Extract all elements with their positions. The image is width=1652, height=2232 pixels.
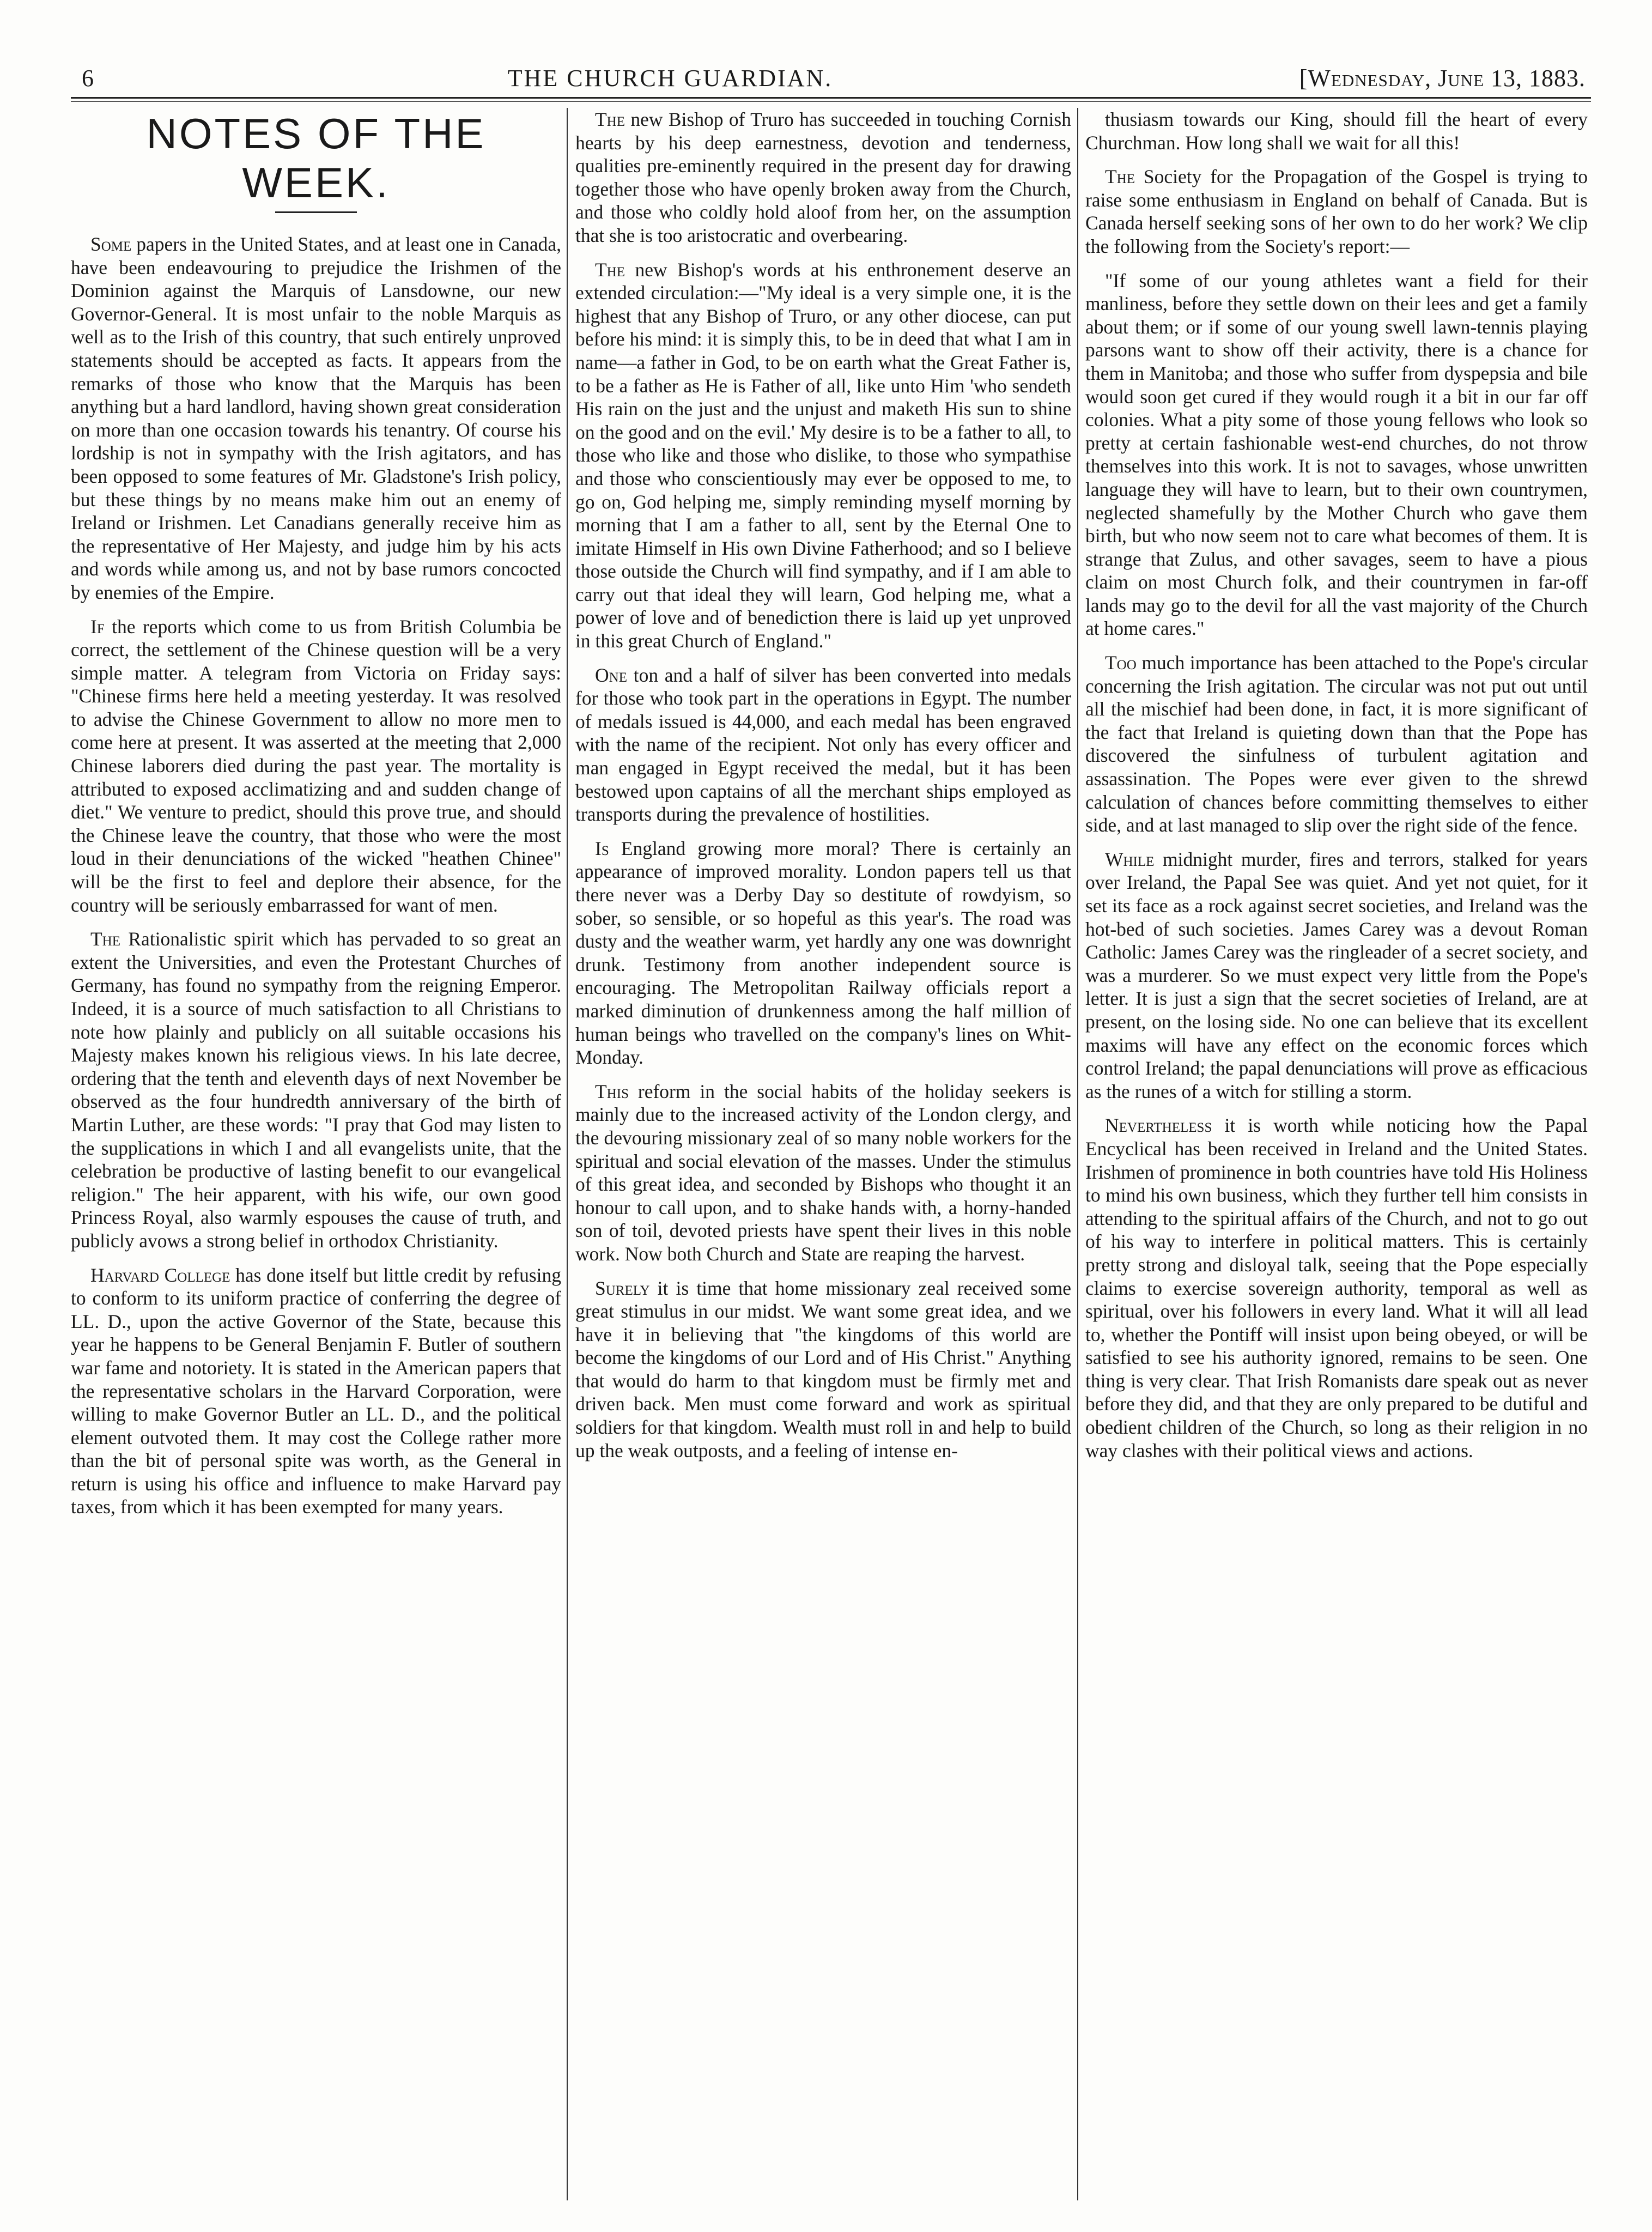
paragraph-text: new Bishop's words at his enthronement deserve an extended circulation:—"My ideal is a very simple one, it is the highest that any Bishop of Truro, or any other diocese, can put before his mind: it is simply this, to be in deed that what I am in name—a father in God, to be on earth what the Great Father is, to be a father as He is Father of all, like unto Him 'who sendeth His rain on the just and the unjust and maketh His sun to shine on the good and on the evil.' My desire is to be a father to all, to those who like and those who dislike, to those who sympathise and those who conscientiously may ever be opposed to me, to go on, God helping me, simply reminding myself morning by morning that I am a father to all, sent by the Eternal One to imitate Himself in His own Divine Fatherhood; and so I believe those outside the Church will find sympathy, and if I am able to carry out that ideal they will learn, God helping me, what a power of love and of benediction there is laid up yet unproved in this great Church of England."	[575, 258, 1071, 652]
paragraph-lead: Harvard College	[90, 1264, 230, 1286]
paragraph-text: thusiasm towards our King, should fill the heart of every Churchman. How long shall we wait for all this!	[1085, 108, 1588, 154]
article-paragraph	[1085, 651, 1588, 837]
paragraph-lead: The	[90, 928, 121, 950]
page-number: 6	[82, 65, 94, 92]
header-rule-thin	[71, 101, 1591, 102]
paragraph-lead: Surely	[595, 1277, 650, 1299]
paragraph-text: reform in the social habits of the holiday seekers is mainly due to the increased activity of the London clergy, and the devouring missionary zeal of so many noble workers for the spiritual and social elevation of the masses. Under the stimulus of this great idea, and seconded by Bishops who thought it an honour to call upon, and to shake hands with, a horny-handed son of toil, devoted priests have spent their lives in this noble work. Now both Church and State are reaping the harvest.	[575, 1080, 1071, 1265]
article-paragraph	[71, 233, 561, 604]
paragraph-lead: Some	[90, 233, 132, 255]
column-3	[1085, 108, 1588, 2206]
paragraph-text: has done itself but little credit by refusing to conform to its uniform practice of conferring the degree of LL. D., upon the active Governor of the State, because this year he happens to be General Benjamin F. Butler of southern war fame and notoriety. It is stated in the American papers that the representative scholars in the Harvard Corporation, were willing to make Governor Butler an LL. D., and the political element outvoted them. It may cost the College rather more than the bit of personal spite was worth, as the General in return is using his office and influence to make Harvard pay taxes, from which it has been exempted for many years.	[71, 1264, 561, 1518]
article-paragraph	[71, 1264, 561, 1519]
paragraph-lead: The	[1105, 166, 1135, 188]
paragraph-lead: If	[90, 615, 105, 638]
paragraph-text: Society for the Propagation of the Gospel is trying to raise some enthusiasm in England on behalf of Canada. But is Canada herself seeking sons of her own to do her work? We clip the following from the Society's report:—	[1085, 166, 1588, 257]
section-title: NOTES OF THE WEEK.	[146, 110, 486, 207]
article-paragraph	[575, 258, 1071, 653]
article-paragraph	[575, 837, 1071, 1069]
article-paragraph	[575, 108, 1071, 247]
column-divider	[1077, 108, 1078, 2200]
article-paragraph	[575, 1080, 1071, 1266]
header-rule	[71, 97, 1591, 99]
paragraph-text: much importance has been attached to the Pope's circular concerning the Irish agitation. The circular was not put out until all the mischief had been done, in fact, it is more significant of the fact that Ireland is quieting down than that the Pope has discovered the sinfulness of turbulent agitation and assassination. The Popes were ever given to the shrewd calculation of chances before committing themselves to either side, and at last managed to slip over the right side of the fence.	[1085, 652, 1588, 836]
article-paragraph	[1085, 848, 1588, 1103]
paragraph-lead: One	[595, 664, 627, 686]
paragraph-text: it is worth while noticing how the Papal Encyclical has been received in Ireland and the United States. Irishmen of prominence in both countries have told His Holiness to mind his own business, which they further tell him consists in attending to the spiritual affairs of the Church, and not to go out of his way to interfere in political matters. This is certainly pretty strong and disloyal talk, seeing that the Pope especially claims to exercise sovereign authority, temporal as well as spiritual, over his followers in every land. What it will all lead to, whether the Pontiff will insist upon being obeyed, or will be satisfied to see his authority ignored, remains to be seen. One thing is very clear. That Irish Romanists dare speak out as never before they did, and that they are only prepared to be dutiful and obedient children of the Church, so long as their religion in no way clashes with their political views and actions.	[1085, 1114, 1588, 1461]
paragraph-text: new Bishop of Truro has succeeded in touching Cornish hearts by his deep earnestness, devotion and tenderness, qualities pre-eminently required in the present day for drawing together those who have openly broken away from the Church, and those who coldly hold aloof from her, on the assumption that she is too aristocratic and overbearing.	[575, 108, 1071, 246]
article-paragraph	[1085, 108, 1588, 154]
article-paragraph	[575, 664, 1071, 826]
paragraph-text: ton and a half of silver has been converted into medals for those who took part in the operations in Egypt. The number of medals issued is 44,000, and each medal has been engraved with the name of the recipient. Not only has every officer and man engaged in Egypt received the medal, but it has been bestowed upon captains of all the merchant ships employed as transports during the prevalence of hostilities.	[575, 664, 1071, 826]
title-rule	[275, 211, 357, 213]
paragraph-text: midnight murder, fires and terrors, stalked for years over Ireland, the Papal See was quiet. And yet not quiet, for it set its face as a rock against secret societies, and Ireland was the hot-bed of such societies. James Carey was a devout Roman Catholic: James Carey was the ringleader of a secret society, and was a murderer. So we must expect very little from the Pope's letter. It is just a sign that the secret societies of Ireland, are at present, on the losing side. No one can believe that its excellent maxims will have any effect on the economic forces which control Ireland; the papal denunciations will prove as efficacious as the runes of a witch for stilling a storm.	[1085, 848, 1588, 1102]
paragraph-lead: The	[595, 258, 625, 281]
article-paragraph	[1085, 269, 1588, 641]
column-1	[71, 108, 561, 2206]
paragraph-lead: This	[595, 1080, 629, 1102]
issue-date: [Wednesday, June 13, 1883.	[1299, 65, 1586, 92]
article-paragraph	[71, 615, 561, 917]
column-divider	[567, 108, 568, 2200]
paragraph-text: England growing more moral? There is certainly an appearance of improved morality. London papers tell us that there never was a Derby Day so destitute of rowdyism, so sober, so sensible, or so hopeful as this year's. The road was dusty and the weather warm, yet hardly any one was downright drunk. Testimony from another independent source is encouraging. The Metropolitan Railway officials report a marked diminution of drunkenness among the half million of human beings who travelled on the company's lines on Whit-Monday.	[575, 837, 1071, 1069]
article-paragraph	[1085, 165, 1588, 258]
paragraph-lead: Is	[595, 837, 609, 859]
article-paragraph	[575, 1277, 1071, 1463]
page-header	[82, 64, 1586, 99]
paragraph-text: Rationalistic spirit which has pervaded to so great an extent the Universities, and even the Protestant Churches of Germany, has found no sympathy from the reigning Emperor. Indeed, it is a source of much satisfaction to all Christians to note how plainly and publicly on all suitable occasions his Majesty makes known his religious views. In his late decree, ordering that the tenth and eleventh days of next November be observed as the four hundredth anniversary of the birth of Martin Luther, are these words: "I pray that God may listen to the supplications in which I and all evangelists unite, that the celebration be productive of lasting benefit to our evangelical religion." The heir apparent, with his wife, our own good Princess Royal, also warmly espouses the cause of truth, and publicly avows a strong belief in orthodox Christianity.	[71, 928, 561, 1252]
paragraph-text: it is time that home missionary zeal received some great stimulus in our midst. We want some great idea, and we have it in believing that "the kingdoms of this world are become the kingdoms of our Lord and of His Christ." Anything that would do harm to that kingdom must be firmly met and driven back. Men must come forward and work as spiritual soldiers for that kingdom. Wealth must roll in and help to build up the weak outposts, and a feeling of intense en-	[575, 1277, 1071, 1461]
article-paragraph	[1085, 1114, 1588, 1462]
paragraph-lead: Nevertheless	[1105, 1114, 1212, 1137]
paragraph-lead: The	[595, 108, 625, 130]
paragraph-lead: While	[1105, 848, 1155, 870]
column-2	[575, 108, 1071, 2206]
paragraph-text: the reports which come to us from British Columbia be correct, the settlement of the Chinese question will be a very simple matter. A telegram from Victoria on Friday says: "Chinese firms here held a meeting yesterday. It was resolved to advise the Chinese Government to allow no more men to come here at present. It was asserted at the meeting that 2,000 Chinese laborers died during the past year. The mortality is attributed to exposed acclimatizing and and sudden change of diet." We venture to predict, should this prove true, and should the Chinese leave the country, that those who were the most loud in their denunciations of the wicked "heathen Chinee" will be the first to feel and deplore their absence, for the country will be seriously embarrassed for want of men.	[71, 615, 561, 916]
article-paragraph	[71, 927, 561, 1252]
publication-title: THE CHURCH GUARDIAN.	[507, 65, 833, 92]
paragraph-lead: Too	[1105, 652, 1137, 674]
paragraph-text: papers in the United States, and at least one in Canada, have been endeavouring to prejudice the Irishmen of the Dominion against the Marquis of Lansdowne, our new Governor-General. It is most unfair to the noble Marquis as well as to the Irish of this country, that such entirely unproved statements should be accepted as facts. It appears from the remarks of those who know that the Marquis has been anything but a hard landlord, having shown great consideration on more than one occasion towards his tenantry. Of course his lordship is not in sympathy with the Irish agitators, and has been opposed to some features of Mr. Gladstone's Irish policy, but these things by no means make him out an enemy of Ireland or Irishmen. Let Canadians generally receive him as the representative of Her Majesty, and judge him by his acts and words while among us, and not by base rumors concocted by enemies of the Empire.	[71, 233, 561, 603]
paragraph-text: "If some of our young athletes want a field for their manliness, before they settle down on their lees and get a family about them; or if some of our young swell lawn-tennis playing parsons want to show off their activity, there is a chance for them in Manitoba; and those who suffer from dyspepsia and bile would soon get cured if they would rough it a bit in our far off colonies. What a pity some of those young fellows who look so pretty at certain fashionable west-end churches, do not throw themselves into this work. It is not to savages, whose unwritten language they will have to learn, but to their own countrymen, neglected shamefully by the Mother Church who gave them birth, but who now seem not to care what becomes of them. It is strange that Zulus, and other savages, seem to have a pious claim on most Church folk, and their countrymen in far-off lands may go to the devil for all the vast majority of the Church at home cares."	[1085, 269, 1588, 640]
